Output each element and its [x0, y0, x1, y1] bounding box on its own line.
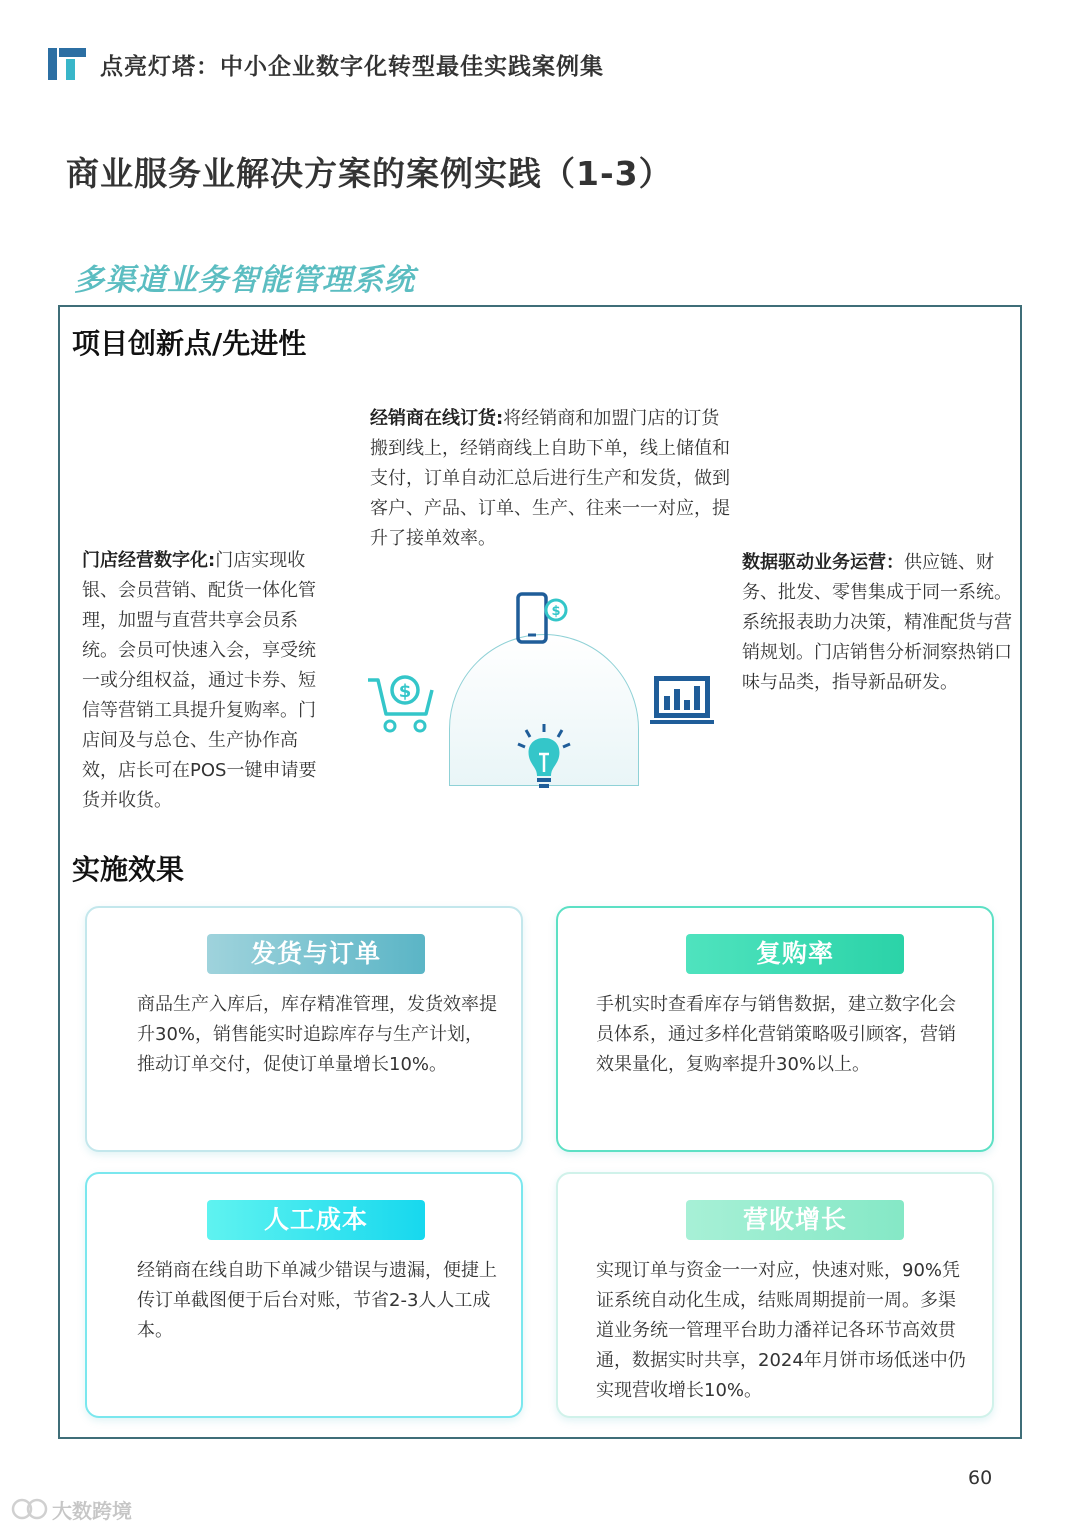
innovation-center-body: 将经销商和加盟门店的订货搬到线上，经销商线上自助下单，线上储值和支付，订单自动汇总后进行生产和发货，做到客户、产品、订单、生产、往来一一对应，提升了接单效率。 — [370, 408, 730, 549]
system-title: 多渠道业务智能管理系统 — [74, 263, 415, 298]
innovation-center-text — [370, 404, 730, 554]
effect-card-text: 商品生产入库后，库存精准管理，发货效率提升30%，销售能实时追踪库存与生产计划，推动订单交付，促使订单量增长10%。 — [137, 994, 497, 1075]
innovation-heading: 项目创新点/先进性 — [72, 327, 307, 360]
page-number: 60 — [968, 1467, 993, 1489]
phone-payment-icon — [512, 588, 572, 648]
svg-text:$: $ — [551, 604, 561, 619]
page-title: 商业服务业解决方案的案例实践（1-3） — [66, 154, 673, 193]
effects-heading: 实施效果 — [72, 853, 185, 886]
effect-card-text: 实现订单与资金一一对应，快速对账，90%凭证系统自动化生成，结账周期提前一周。多渠道业务统一管理平台助力潘祥记各环节高效贯通，数据实时共享，2024年月饼市场低迷中仍实现营收增长10%。 — [596, 1260, 966, 1401]
watermark-logo-icon — [10, 1495, 50, 1523]
watermark-text: 大数跨境 — [52, 1498, 132, 1523]
watermark — [10, 1494, 132, 1524]
innovation-center-label: 经销商在线订货: — [370, 408, 504, 429]
lighthouse-logo-icon — [48, 46, 88, 82]
innovation-left-label: 门店经营数字化: — [82, 550, 216, 571]
document-header — [48, 44, 604, 84]
effect-card-repurchase-rate — [556, 906, 994, 1152]
effect-card-title: 营收增长 — [686, 1200, 904, 1240]
effect-card-title: 人工成本 — [207, 1200, 425, 1240]
light-bulb-icon — [512, 722, 576, 792]
innovation-right-text — [742, 548, 1012, 698]
effect-card-shipping-orders — [85, 906, 523, 1152]
innovation-right-body: 供应链、财务、批发、零售集成于同一系统。系统报表助力决策，精准配货与营销规划。门店销售分析洞察热销口味与品类，指导新品研发。 — [742, 552, 1012, 693]
effect-card-text: 经销商在线自助下单减少错误与遗漏，便捷上传订单截图便于后台对账，节省2-3人人工成本。 — [137, 1260, 497, 1341]
svg-text:$: $ — [398, 681, 412, 702]
innovation-right-label: 数据驱动业务运营： — [742, 552, 904, 573]
effect-card-revenue-growth — [556, 1172, 994, 1418]
effect-card-labor-cost — [85, 1172, 523, 1418]
shopping-cart-dollar-icon — [366, 670, 438, 736]
innovation-left-text — [82, 546, 327, 816]
bar-chart-monitor-icon — [648, 672, 716, 728]
effect-card-title: 复购率 — [686, 934, 904, 974]
effect-card-title: 发货与订单 — [207, 934, 425, 974]
document-title: 点亮灯塔：中小企业数字化转型最佳实践案例集 — [100, 53, 604, 80]
effect-card-text: 手机实时查看库存与销售数据，建立数字化会员体系，通过多样化营销策略吸引顾客，营销效果量化，复购率提升30%以上。 — [596, 994, 956, 1075]
innovation-left-body: 门店实现收银、会员营销、配货一体化管理，加盟与直营共享会员系统。会员可快速入会，享受统一或分组权益，通过卡券、短信等营销工具提升复购率。门店间及与总仓、生产协作高效，店长可在POS一键申请要货并收货。 — [82, 550, 317, 811]
